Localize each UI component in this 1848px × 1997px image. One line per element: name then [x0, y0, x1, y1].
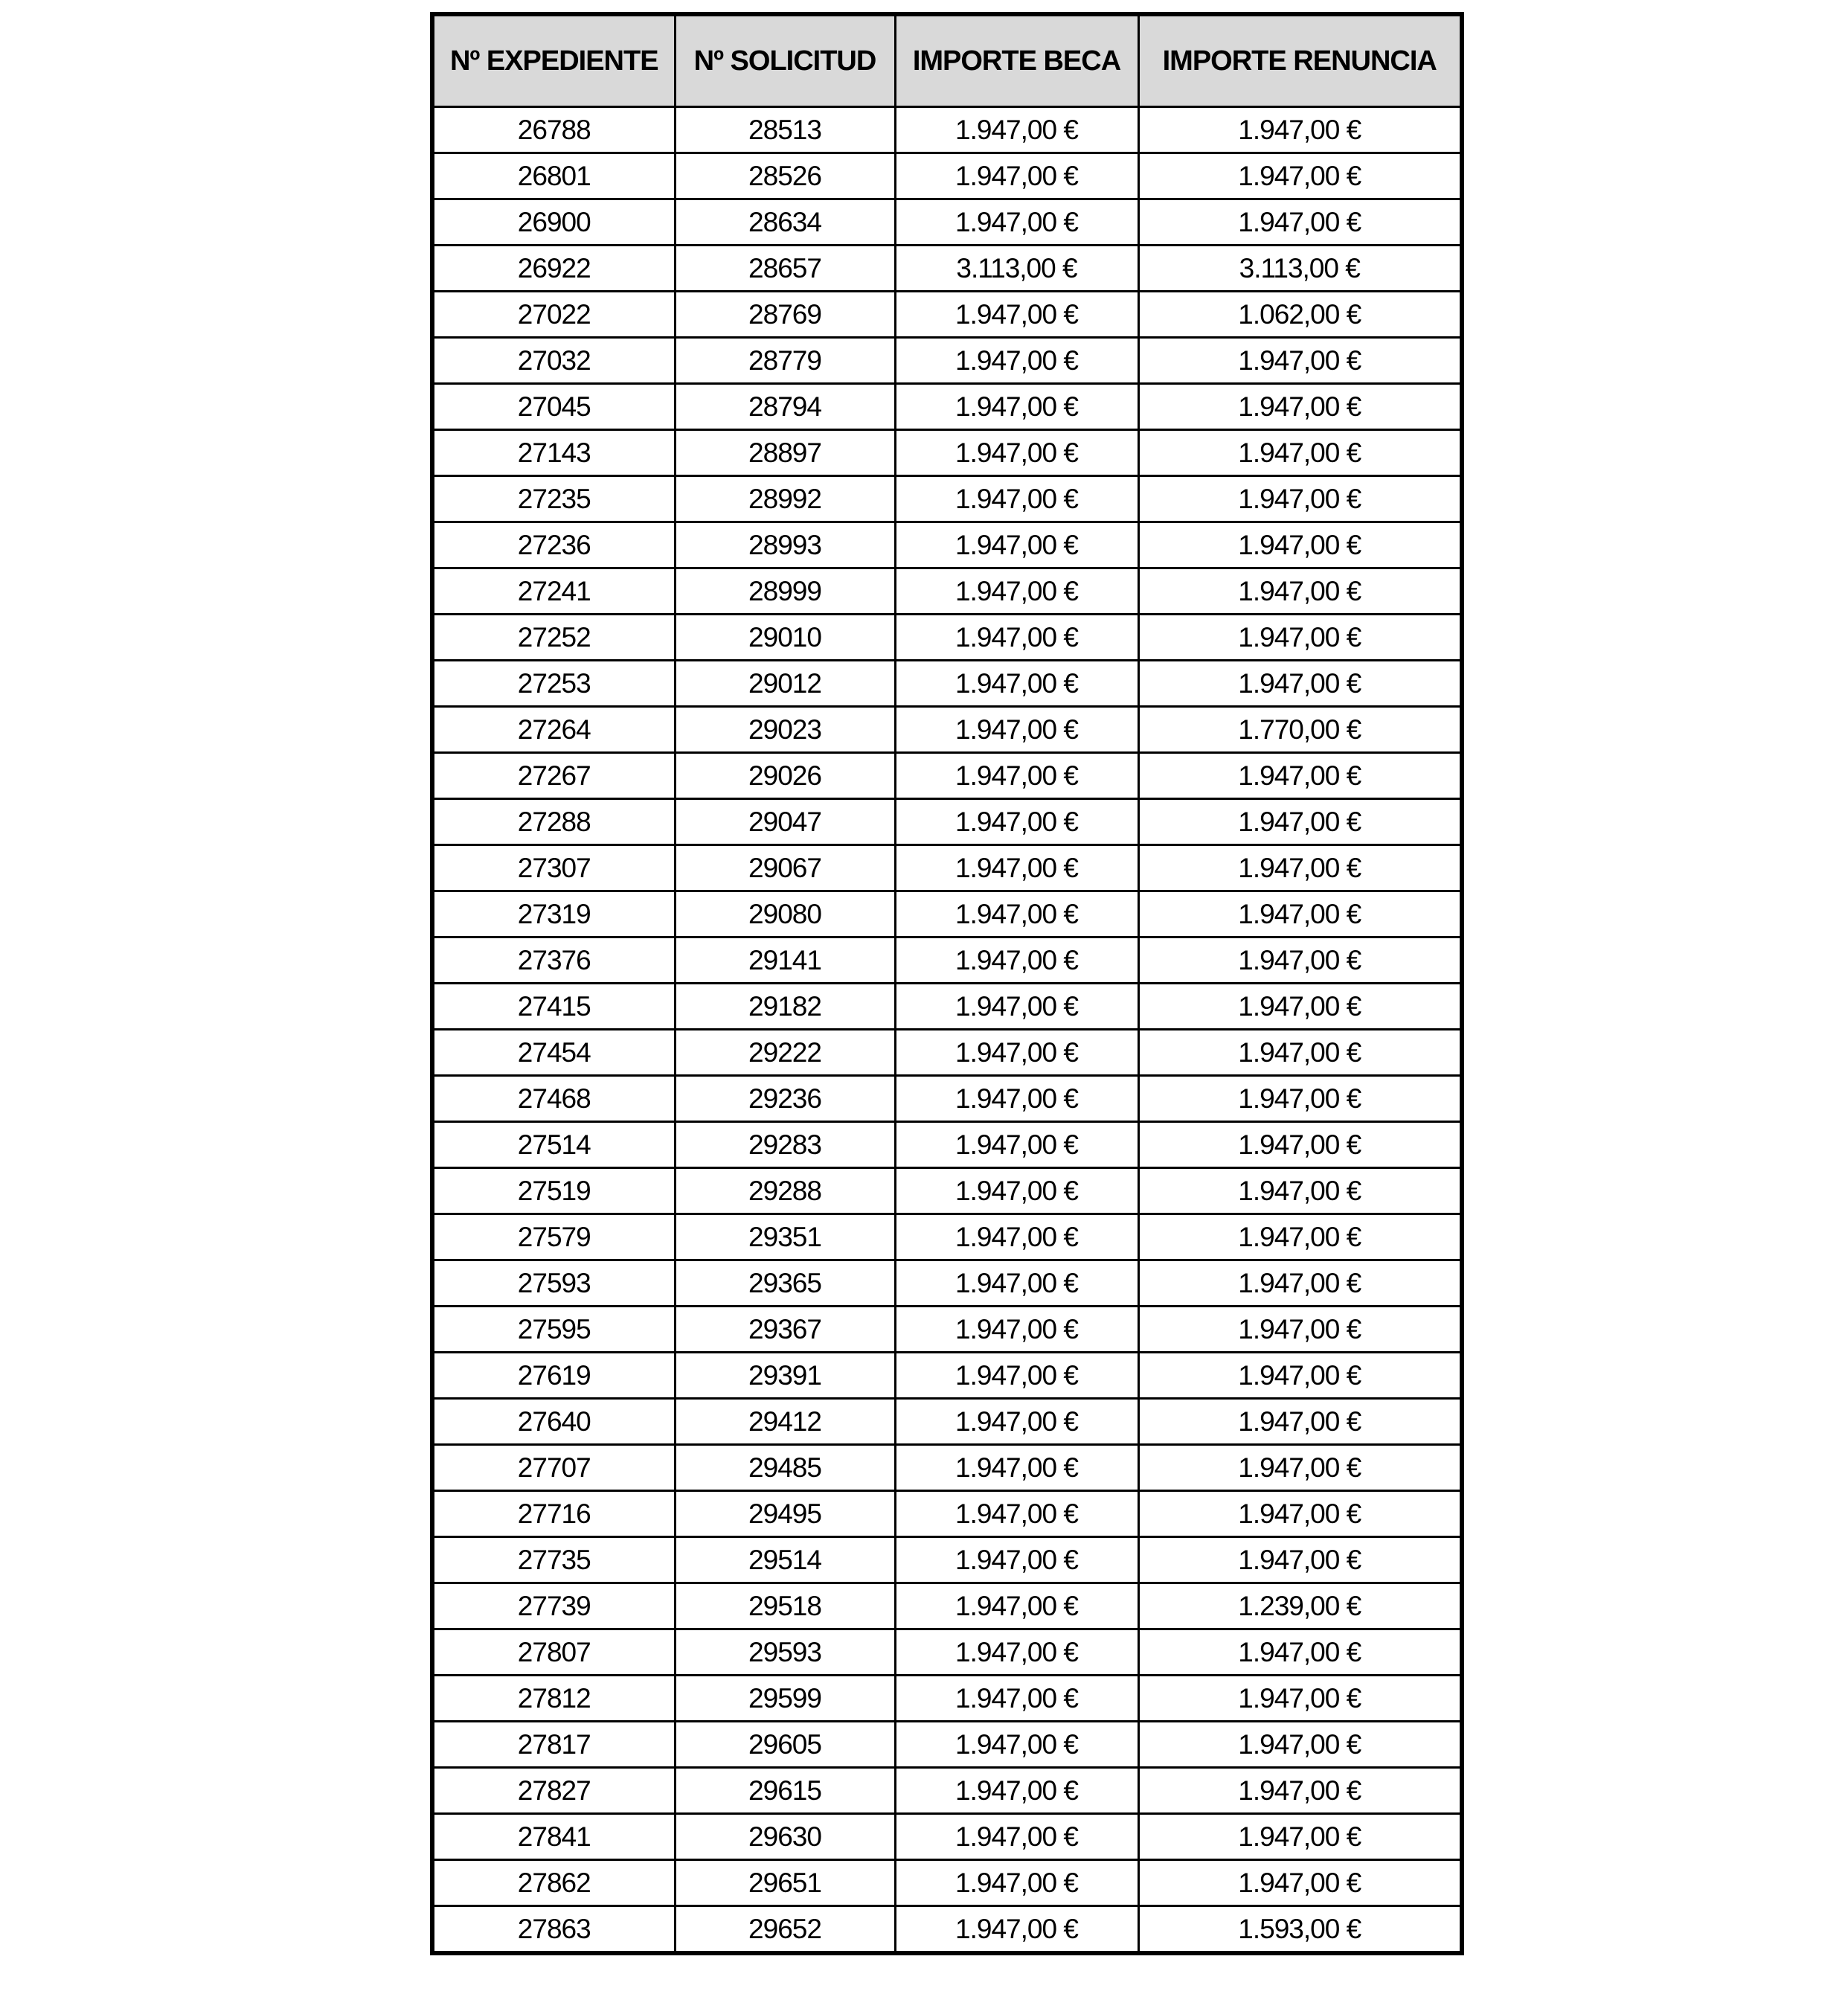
cell-solicitud: 29605 [675, 1722, 895, 1768]
cell-solicitud: 29652 [675, 1906, 895, 1954]
cell-solicitud: 29518 [675, 1583, 895, 1629]
cell-solicitud: 28992 [675, 476, 895, 522]
cell-solicitud: 28993 [675, 522, 895, 568]
cell-solicitud: 28794 [675, 384, 895, 430]
cell-importe-renuncia: 1.947,00 € [1138, 1676, 1462, 1722]
cell-solicitud: 29514 [675, 1537, 895, 1583]
table-row [432, 1260, 1462, 1307]
table-row [432, 845, 1462, 891]
table-row [432, 891, 1462, 937]
cell-importe-beca: 1.947,00 € [895, 1030, 1138, 1076]
table-row [432, 1629, 1462, 1676]
cell-importe-beca: 1.947,00 € [895, 1768, 1138, 1814]
table-row [432, 661, 1462, 707]
table-row [432, 568, 1462, 615]
cell-importe-beca: 1.947,00 € [895, 1260, 1138, 1307]
cell-importe-beca: 1.947,00 € [895, 568, 1138, 615]
column-header-expediente: Nº EXPEDIENTE [432, 14, 675, 107]
cell-importe-renuncia: 1.947,00 € [1138, 1491, 1462, 1537]
table-row [432, 1030, 1462, 1076]
cell-importe-renuncia: 1.947,00 € [1138, 1814, 1462, 1860]
cell-solicitud: 28897 [675, 430, 895, 476]
cell-expediente: 27841 [432, 1814, 675, 1860]
cell-solicitud: 29026 [675, 753, 895, 799]
cell-expediente: 27827 [432, 1768, 675, 1814]
cell-importe-renuncia: 1.947,00 € [1138, 1353, 1462, 1399]
cell-solicitud: 29391 [675, 1353, 895, 1399]
cell-solicitud: 29182 [675, 984, 895, 1030]
cell-importe-beca: 1.947,00 € [895, 1399, 1138, 1445]
cell-importe-beca: 1.947,00 € [895, 845, 1138, 891]
cell-expediente: 27235 [432, 476, 675, 522]
cell-expediente: 27519 [432, 1168, 675, 1214]
table-row [432, 1768, 1462, 1814]
cell-solicitud: 28513 [675, 107, 895, 153]
cell-expediente: 26788 [432, 107, 675, 153]
table-row [432, 338, 1462, 384]
cell-importe-beca: 1.947,00 € [895, 1722, 1138, 1768]
header-row [432, 14, 1462, 107]
cell-importe-beca: 1.947,00 € [895, 799, 1138, 845]
cell-importe-renuncia: 1.947,00 € [1138, 1122, 1462, 1168]
cell-importe-beca: 1.947,00 € [895, 1353, 1138, 1399]
cell-importe-renuncia: 1.947,00 € [1138, 1768, 1462, 1814]
cell-solicitud: 29615 [675, 1768, 895, 1814]
cell-expediente: 27415 [432, 984, 675, 1030]
table-row [432, 799, 1462, 845]
cell-solicitud: 29010 [675, 615, 895, 661]
table-header [432, 14, 1462, 107]
table-row [432, 1491, 1462, 1537]
cell-solicitud: 29495 [675, 1491, 895, 1537]
table-row [432, 1168, 1462, 1214]
cell-importe-renuncia: 1.947,00 € [1138, 384, 1462, 430]
cell-expediente: 27253 [432, 661, 675, 707]
table-row [432, 984, 1462, 1030]
cell-solicitud: 29651 [675, 1860, 895, 1906]
grants-table [430, 12, 1464, 1955]
cell-expediente: 27640 [432, 1399, 675, 1445]
table-row [432, 1122, 1462, 1168]
cell-expediente: 27514 [432, 1122, 675, 1168]
cell-importe-beca: 1.947,00 € [895, 891, 1138, 937]
cell-expediente: 27619 [432, 1353, 675, 1399]
cell-expediente: 27241 [432, 568, 675, 615]
cell-importe-renuncia: 1.947,00 € [1138, 937, 1462, 984]
cell-importe-beca: 1.947,00 € [895, 1583, 1138, 1629]
cell-solicitud: 29023 [675, 707, 895, 753]
cell-importe-renuncia: 1.947,00 € [1138, 522, 1462, 568]
cell-solicitud: 29236 [675, 1076, 895, 1122]
cell-importe-renuncia: 1.947,00 € [1138, 1399, 1462, 1445]
cell-expediente: 27319 [432, 891, 675, 937]
cell-importe-beca: 1.947,00 € [895, 984, 1138, 1030]
cell-expediente: 27454 [432, 1030, 675, 1076]
cell-solicitud: 29367 [675, 1307, 895, 1353]
cell-importe-renuncia: 1.947,00 € [1138, 661, 1462, 707]
cell-importe-renuncia: 1.947,00 € [1138, 1076, 1462, 1122]
column-header-importe-renuncia: IMPORTE RENUNCIA [1138, 14, 1462, 107]
table-row [432, 937, 1462, 984]
cell-importe-beca: 1.947,00 € [895, 1860, 1138, 1906]
cell-solicitud: 29351 [675, 1214, 895, 1260]
cell-expediente: 27307 [432, 845, 675, 891]
table-row [432, 522, 1462, 568]
table-row [432, 1860, 1462, 1906]
cell-importe-beca: 3.113,00 € [895, 246, 1138, 292]
cell-importe-renuncia: 1.947,00 € [1138, 1214, 1462, 1260]
cell-importe-beca: 1.947,00 € [895, 661, 1138, 707]
table-row [432, 1307, 1462, 1353]
cell-importe-renuncia: 1.947,00 € [1138, 1860, 1462, 1906]
cell-importe-beca: 1.947,00 € [895, 522, 1138, 568]
cell-importe-renuncia: 1.770,00 € [1138, 707, 1462, 753]
cell-importe-renuncia: 1.947,00 € [1138, 338, 1462, 384]
cell-importe-renuncia: 1.947,00 € [1138, 1537, 1462, 1583]
cell-solicitud: 29222 [675, 1030, 895, 1076]
cell-solicitud: 29288 [675, 1168, 895, 1214]
cell-importe-beca: 1.947,00 € [895, 1629, 1138, 1676]
cell-expediente: 27376 [432, 937, 675, 984]
cell-importe-beca: 1.947,00 € [895, 384, 1138, 430]
cell-importe-renuncia: 1.947,00 € [1138, 199, 1462, 246]
cell-solicitud: 28769 [675, 292, 895, 338]
table-row [432, 1583, 1462, 1629]
table-row [432, 1906, 1462, 1954]
table-row [432, 1214, 1462, 1260]
cell-expediente: 27707 [432, 1445, 675, 1491]
cell-expediente: 27817 [432, 1722, 675, 1768]
cell-expediente: 27045 [432, 384, 675, 430]
cell-expediente: 27812 [432, 1676, 675, 1722]
cell-expediente: 27252 [432, 615, 675, 661]
cell-importe-beca: 1.947,00 € [895, 476, 1138, 522]
cell-expediente: 27595 [432, 1307, 675, 1353]
cell-importe-renuncia: 1.947,00 € [1138, 1168, 1462, 1214]
table-row [432, 1537, 1462, 1583]
cell-importe-beca: 1.947,00 € [895, 1676, 1138, 1722]
cell-solicitud: 29047 [675, 799, 895, 845]
table-row [432, 430, 1462, 476]
table-row [432, 1399, 1462, 1445]
cell-importe-beca: 1.947,00 € [895, 1076, 1138, 1122]
cell-importe-beca: 1.947,00 € [895, 1814, 1138, 1860]
cell-importe-beca: 1.947,00 € [895, 707, 1138, 753]
cell-importe-renuncia: 1.239,00 € [1138, 1583, 1462, 1629]
cell-expediente: 27267 [432, 753, 675, 799]
cell-solicitud: 29365 [675, 1260, 895, 1307]
cell-importe-renuncia: 1.947,00 € [1138, 1030, 1462, 1076]
cell-expediente: 27143 [432, 430, 675, 476]
cell-expediente: 27862 [432, 1860, 675, 1906]
cell-importe-renuncia: 1.947,00 € [1138, 107, 1462, 153]
table-row [432, 292, 1462, 338]
cell-solicitud: 29080 [675, 891, 895, 937]
cell-expediente: 27579 [432, 1214, 675, 1260]
cell-importe-beca: 1.947,00 € [895, 1537, 1138, 1583]
cell-solicitud: 28526 [675, 153, 895, 199]
cell-solicitud: 28779 [675, 338, 895, 384]
cell-solicitud: 28999 [675, 568, 895, 615]
cell-solicitud: 28657 [675, 246, 895, 292]
cell-expediente: 27863 [432, 1906, 675, 1954]
table-row [432, 476, 1462, 522]
cell-importe-renuncia: 1.947,00 € [1138, 153, 1462, 199]
cell-expediente: 26801 [432, 153, 675, 199]
table-row [432, 707, 1462, 753]
table-row [432, 384, 1462, 430]
table-row [432, 1676, 1462, 1722]
cell-importe-beca: 1.947,00 € [895, 615, 1138, 661]
column-header-importe-beca: IMPORTE BECA [895, 14, 1138, 107]
cell-importe-beca: 1.947,00 € [895, 199, 1138, 246]
cell-importe-renuncia: 1.062,00 € [1138, 292, 1462, 338]
cell-importe-renuncia: 1.947,00 € [1138, 568, 1462, 615]
table-row [432, 615, 1462, 661]
cell-expediente: 27807 [432, 1629, 675, 1676]
cell-expediente: 26900 [432, 199, 675, 246]
cell-importe-beca: 1.947,00 € [895, 1122, 1138, 1168]
cell-importe-renuncia: 1.947,00 € [1138, 615, 1462, 661]
cell-solicitud: 29067 [675, 845, 895, 891]
cell-solicitud: 29141 [675, 937, 895, 984]
cell-importe-renuncia: 1.947,00 € [1138, 984, 1462, 1030]
table-row [432, 199, 1462, 246]
cell-importe-renuncia: 1.947,00 € [1138, 1629, 1462, 1676]
cell-importe-renuncia: 1.947,00 € [1138, 430, 1462, 476]
table-row [432, 1445, 1462, 1491]
cell-solicitud: 28634 [675, 199, 895, 246]
cell-importe-renuncia: 1.947,00 € [1138, 1722, 1462, 1768]
table-row [432, 246, 1462, 292]
cell-importe-beca: 1.947,00 € [895, 1906, 1138, 1954]
cell-importe-beca: 1.947,00 € [895, 1307, 1138, 1353]
cell-expediente: 27735 [432, 1537, 675, 1583]
cell-importe-beca: 1.947,00 € [895, 153, 1138, 199]
cell-importe-beca: 1.947,00 € [895, 1491, 1138, 1537]
cell-importe-renuncia: 1.947,00 € [1138, 753, 1462, 799]
table-body [432, 107, 1462, 1954]
cell-expediente: 27022 [432, 292, 675, 338]
cell-solicitud: 29012 [675, 661, 895, 707]
cell-expediente: 27288 [432, 799, 675, 845]
cell-importe-beca: 1.947,00 € [895, 107, 1138, 153]
cell-importe-beca: 1.947,00 € [895, 1445, 1138, 1491]
cell-importe-beca: 1.947,00 € [895, 753, 1138, 799]
table-row [432, 1814, 1462, 1860]
cell-importe-beca: 1.947,00 € [895, 1168, 1138, 1214]
cell-solicitud: 29412 [675, 1399, 895, 1445]
cell-importe-beca: 1.947,00 € [895, 430, 1138, 476]
table-row [432, 107, 1462, 153]
cell-solicitud: 29599 [675, 1676, 895, 1722]
table-row [432, 1722, 1462, 1768]
table-row [432, 1076, 1462, 1122]
cell-expediente: 27468 [432, 1076, 675, 1122]
cell-expediente: 26922 [432, 246, 675, 292]
cell-importe-renuncia: 1.947,00 € [1138, 845, 1462, 891]
cell-expediente: 27593 [432, 1260, 675, 1307]
column-header-solicitud: Nº SOLICITUD [675, 14, 895, 107]
cell-importe-renuncia: 1.947,00 € [1138, 1445, 1462, 1491]
cell-expediente: 27716 [432, 1491, 675, 1537]
cell-solicitud: 29283 [675, 1122, 895, 1168]
cell-importe-beca: 1.947,00 € [895, 338, 1138, 384]
cell-solicitud: 29593 [675, 1629, 895, 1676]
cell-importe-renuncia: 1.947,00 € [1138, 891, 1462, 937]
cell-importe-renuncia: 1.947,00 € [1138, 1307, 1462, 1353]
cell-importe-renuncia: 1.947,00 € [1138, 476, 1462, 522]
table-row [432, 153, 1462, 199]
cell-expediente: 27032 [432, 338, 675, 384]
cell-solicitud: 29630 [675, 1814, 895, 1860]
cell-importe-beca: 1.947,00 € [895, 937, 1138, 984]
cell-solicitud: 29485 [675, 1445, 895, 1491]
cell-importe-renuncia: 1.593,00 € [1138, 1906, 1462, 1954]
cell-expediente: 27739 [432, 1583, 675, 1629]
cell-importe-renuncia: 1.947,00 € [1138, 799, 1462, 845]
cell-importe-beca: 1.947,00 € [895, 292, 1138, 338]
cell-expediente: 27236 [432, 522, 675, 568]
cell-expediente: 27264 [432, 707, 675, 753]
cell-importe-renuncia: 1.947,00 € [1138, 1260, 1462, 1307]
cell-importe-beca: 1.947,00 € [895, 1214, 1138, 1260]
table-row [432, 1353, 1462, 1399]
cell-importe-renuncia: 3.113,00 € [1138, 246, 1462, 292]
table-row [432, 753, 1462, 799]
